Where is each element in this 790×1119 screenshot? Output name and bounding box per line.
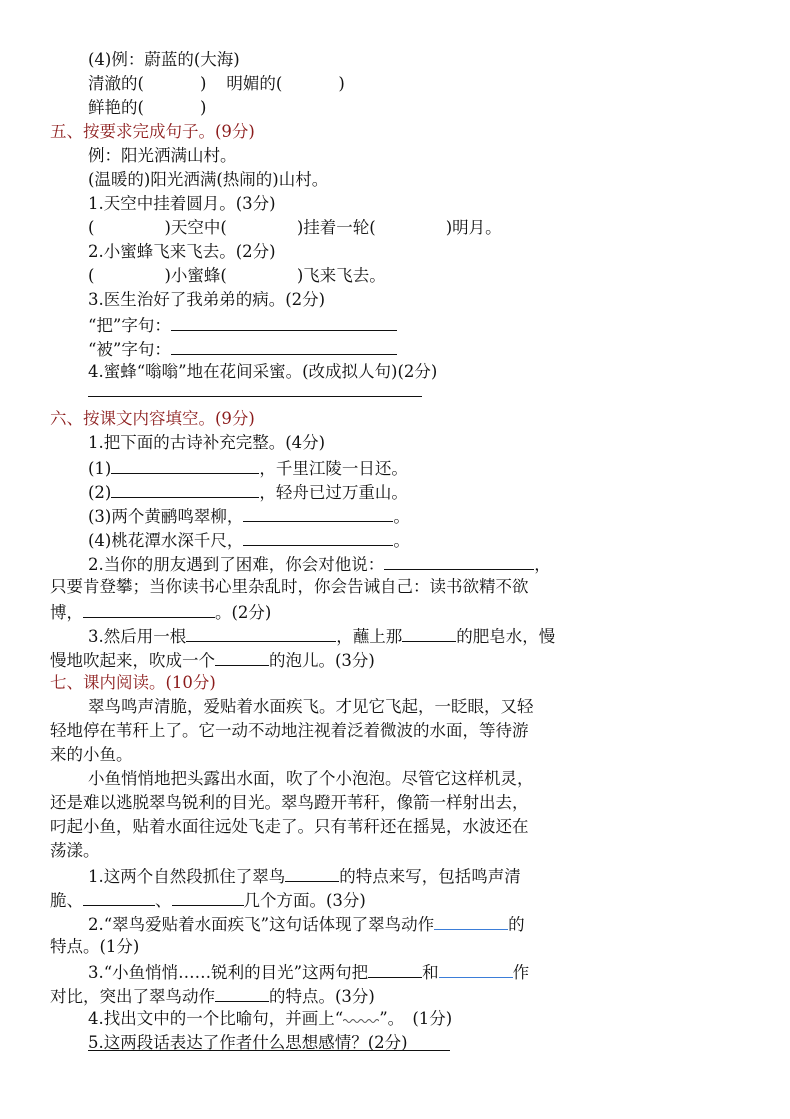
text: 3.然后用一根	[88, 627, 187, 646]
q3-line-1	[88, 623, 555, 647]
text: 1.这两个自然段抓住了翠鸟	[88, 867, 286, 886]
section-heading-7: 七、课内阅读。(10分)	[50, 673, 216, 692]
text: )挂着一轮(	[296, 218, 376, 237]
poem-blank-2[interactable]	[111, 479, 259, 498]
part4-row2	[88, 96, 206, 120]
poem-question: 1.把下面的古诗补充完整。(4分)	[88, 433, 326, 452]
text: 的肥皂水，慢	[456, 627, 556, 646]
text: 作	[512, 963, 530, 982]
para1-line-1: 翠鸟鸣声清脆，爱贴着水面疾飞。才见它飞起，一眨眼，又轻	[88, 697, 534, 716]
item-label: 明媚的(	[226, 74, 283, 93]
text: 、	[155, 891, 172, 910]
text: ，轻舟已过万重山。	[259, 483, 408, 502]
poem-blank-3[interactable]	[243, 503, 393, 522]
paren: )	[199, 74, 207, 93]
reading-q1-blank-1[interactable]	[285, 863, 339, 882]
text: 。	[393, 531, 410, 550]
reading-q3-line-1	[88, 959, 529, 983]
q4-answer-line[interactable]	[88, 396, 422, 397]
bei-label: “被”字句：	[88, 340, 171, 359]
paren: (	[88, 218, 95, 237]
q2-answer-row	[88, 264, 386, 288]
text: 对比，突出了翠鸟动作	[50, 987, 215, 1006]
bei-answer-blank[interactable]	[171, 336, 397, 355]
poem-blank-4[interactable]	[243, 527, 393, 546]
question-2: 2.小蜜蜂飞来飞去。(2分)	[88, 242, 276, 261]
text: 3.“小鱼悄悄……锐利的目光”这两句把	[88, 963, 369, 982]
reading-q5-answer-line[interactable]	[88, 1050, 450, 1051]
q1-answer-row	[88, 216, 502, 240]
ba-answer-blank[interactable]	[171, 312, 397, 331]
text: 慢地吹起来，吹成一个	[50, 651, 215, 670]
text: 的泡儿。(3分)	[269, 651, 375, 670]
reading-q1-line-1	[88, 863, 521, 887]
text: 的特点。(3分)	[269, 987, 375, 1006]
text: ，蘸上那	[336, 627, 403, 646]
text: 几个方面。(3分)	[243, 891, 366, 910]
text: 脆、	[50, 891, 83, 910]
item-label: 鲜艳的(	[88, 98, 144, 117]
text: )天空中(	[164, 218, 227, 237]
text: 2.当你的朋友遇到了困难，你会对他说：	[88, 555, 385, 574]
q2-line-2: 只要肯登攀；当你读书心里杂乱时，你会告诫自己：读书欲精不欲	[50, 577, 529, 596]
text: (4)桃花潭水深千尺，	[88, 531, 244, 550]
para2-line-3: 叼起小鱼，贴着水面往远处飞走了。只有苇秆还在摇晃，水波还在	[50, 817, 529, 836]
text: ”。 (1分)	[379, 1009, 453, 1028]
num: (1)	[88, 459, 112, 478]
section-heading-6: 六、按课文内容填空。(9分)	[50, 409, 255, 428]
reading-q1-blank-2[interactable]	[83, 887, 155, 906]
q3-blank-1[interactable]	[186, 623, 336, 642]
text: )飞来飞去。	[296, 266, 386, 285]
text: ，千里江陵一日还。	[259, 459, 408, 478]
text: 的特点来写，包括鸣声清	[339, 867, 521, 886]
reading-q3-blank-3[interactable]	[215, 983, 269, 1002]
reading-q3-blank-2[interactable]	[439, 959, 513, 978]
q3-line-2	[50, 647, 375, 671]
q2-blank-1[interactable]	[384, 551, 534, 570]
example-answer: (温暖的)阳光洒满(热闹的)山村。	[88, 170, 329, 189]
poem-line-4	[88, 527, 410, 551]
bei-sentence-row	[88, 336, 397, 360]
poem-line-2	[88, 479, 408, 503]
wavy-underline-icon	[343, 1016, 379, 1024]
text: )小蜜蜂(	[164, 266, 227, 285]
reading-q1-line-2	[50, 887, 366, 911]
reading-q4	[88, 1007, 452, 1031]
paren: )	[199, 98, 207, 117]
para2-line-4: 荡漾。	[50, 841, 100, 860]
question-1: 1.天空中挂着圆月。(3分)	[88, 194, 276, 213]
reading-q5: 5.这两段话表达了作者什么思想感情？(2分)	[88, 1033, 408, 1052]
text: 。(2分)	[215, 603, 272, 622]
para2-line-1: 小鱼悄悄地把头露出水面，吹了个小泡泡。尽管它这样机灵，	[88, 769, 534, 788]
item-label: 清澈的(	[88, 74, 144, 93]
reading-q3-line-2	[50, 983, 375, 1007]
num: (2)	[88, 483, 112, 502]
section-heading-5: 五、按要求完成句子。(9分)	[50, 122, 255, 141]
q3-blank-2[interactable]	[402, 623, 456, 642]
text: 4.找出文中的一个比喻句，并画上“	[88, 1009, 344, 1028]
text: 和	[422, 963, 439, 982]
ba-sentence-row	[88, 312, 397, 336]
paren: (	[88, 266, 95, 285]
poem-blank-1[interactable]	[111, 455, 259, 474]
text: (3)两个黄鹂鸣翠柳，	[88, 507, 244, 526]
example-text: (4)例：蔚蓝的(大海)	[88, 50, 240, 69]
q2-line-1	[88, 551, 551, 575]
q2-line-3	[50, 599, 271, 623]
text: ，	[534, 555, 551, 574]
part4-row1	[88, 72, 345, 96]
para1-line-3: 来的小鱼。	[50, 745, 133, 764]
reading-q1-blank-3[interactable]	[172, 887, 244, 906]
text: 。	[393, 507, 410, 526]
text: )明月。	[445, 218, 502, 237]
paren: )	[338, 74, 345, 93]
question-3: 3.医生治好了我弟弟的病。(2分)	[88, 290, 326, 309]
text: 2.“翠鸟爱贴着水面疾飞”这句话体现了翠鸟动作	[88, 915, 435, 934]
reading-q3-blank-1[interactable]	[368, 959, 422, 978]
para2-line-2: 还是难以逃脱翠鸟锐利的目光。翠鸟蹬开苇秆，像箭一样射出去，	[50, 793, 529, 812]
ba-label: “把”字句：	[88, 316, 171, 335]
part4-example	[88, 48, 240, 72]
para1-line-2: 轻地停在苇秆上了。它一动不动地注视着泛着微波的水面，等待游	[50, 721, 529, 740]
reading-q2-line-2: 特点。(1分)	[50, 937, 140, 956]
poem-line-1	[88, 455, 408, 479]
question-4: 4.蜜蜂“嗡嗡”地在花间采蜜。(改成拟人句)(2分)	[88, 362, 438, 381]
reading-q2-blank[interactable]	[434, 911, 508, 930]
text: 博，	[50, 603, 83, 622]
poem-line-3	[88, 503, 410, 527]
q3-blank-3[interactable]	[215, 647, 269, 666]
example-line: 例：阳光洒满山村。	[88, 146, 237, 165]
reading-q2-line-1	[88, 911, 525, 935]
text: 的	[508, 915, 525, 934]
q2-blank-2[interactable]	[83, 599, 215, 618]
